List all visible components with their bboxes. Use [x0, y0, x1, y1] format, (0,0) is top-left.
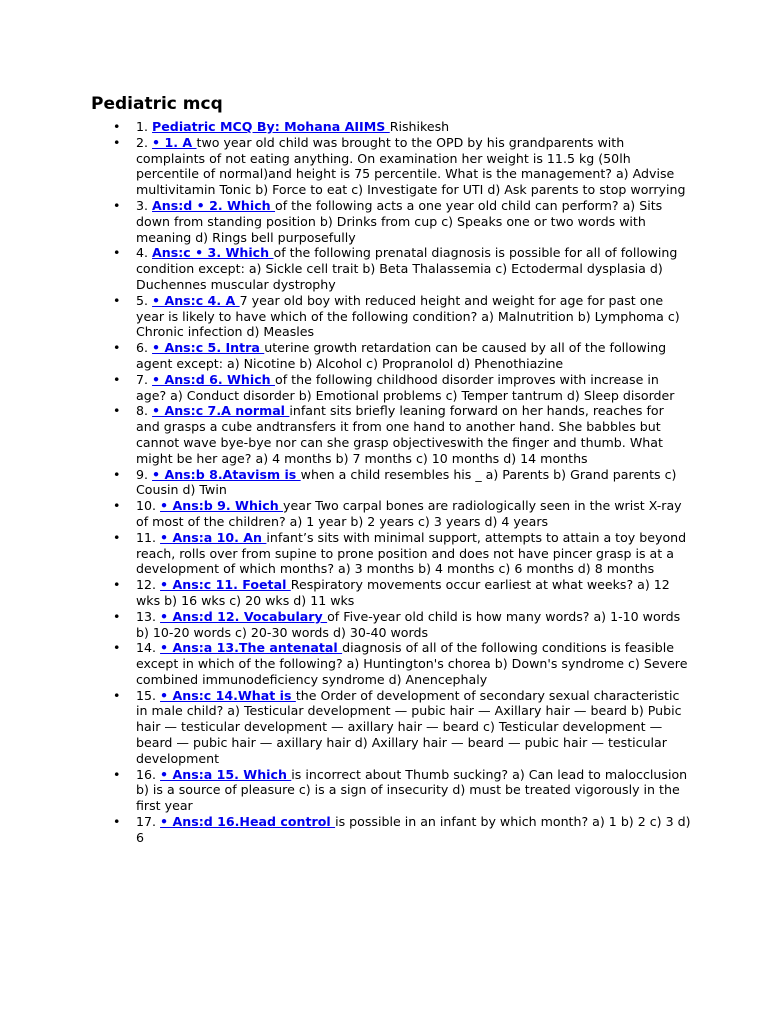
- item-link[interactable]: • Ans:a 13.The antenatal: [160, 640, 343, 656]
- bullet-icon: •: [113, 766, 121, 782]
- item-link[interactable]: • Ans:d 12. Vocabulary: [160, 608, 328, 624]
- list-item: [91, 688, 691, 767]
- item-link[interactable]: • Ans:c 11. Foetal: [160, 577, 291, 593]
- list-item: [91, 403, 691, 466]
- item-number: 2.: [136, 134, 153, 150]
- item-link[interactable]: • Ans:a 10. An: [160, 529, 267, 545]
- list-item: [91, 767, 691, 814]
- bullet-icon: •: [113, 340, 121, 356]
- list-item: [91, 340, 691, 372]
- bullet-icon: •: [113, 529, 121, 545]
- item-link[interactable]: • Ans:d 16.Head control: [160, 814, 336, 830]
- item-text: when a child resembles his _ a) Parents b) Grand parents c) Cousin d) Twin: [136, 466, 677, 498]
- bullet-icon: •: [113, 371, 121, 387]
- item-text: of the following childhood disorder improves with increase in age? a) Conduct disorder b) Emotional problems c) Temper tantrum d) Sleep disorder: [136, 371, 675, 403]
- item-number: 13.: [136, 608, 161, 624]
- item-link[interactable]: • Ans:a 15. Which: [160, 766, 292, 782]
- bullet-icon: •: [113, 608, 121, 624]
- list-item: [91, 372, 691, 404]
- bullet-icon: •: [113, 119, 121, 134]
- item-number: 11.: [136, 529, 161, 545]
- bullet-icon: •: [113, 245, 121, 261]
- item-text: infant sits briefly leaning forward on her hands, reaches for and grasps a cube andtransfers it from one hand to another hand. She babbles but cannot wave bye-bye nor can she grasp objectiveswith the finger and thumb. What might be her age? a) 4 months b) 7 months c) 10 months d) 14 months: [136, 403, 664, 466]
- bullet-icon: •: [113, 403, 121, 419]
- list-item: [91, 609, 691, 641]
- item-text: is incorrect about Thumb sucking? a) Can lead to malocclusion b) is a source of pleasure c) is a sign of insecurity d) must be treated vigorously in the first year: [136, 766, 688, 814]
- item-text: 7 year old boy with reduced height and weight for age for past one year is likely to have which of the following condition? a) Malnutrition b) Lymphoma c) Chronic infection d) Measles: [136, 292, 680, 340]
- item-link[interactable]: Ans:c • 3. Which: [152, 245, 274, 261]
- bullet-icon: •: [113, 498, 121, 514]
- bullet-icon: •: [113, 687, 121, 703]
- bullet-icon: •: [113, 134, 121, 150]
- list-item: [91, 577, 691, 609]
- list-item: [91, 119, 691, 135]
- item-number: 17.: [136, 814, 161, 830]
- list-item: [91, 467, 691, 499]
- bullet-icon: •: [113, 466, 121, 482]
- list-item: [91, 245, 691, 292]
- item-number: 6.: [136, 340, 153, 356]
- bullet-icon: •: [113, 197, 121, 213]
- item-text: uterine growth retardation can be caused by all of the following agent except: a) Nicotine b) Alcohol c) Propranolol d) Phenothiazine: [136, 340, 667, 371]
- item-number: 9.: [136, 466, 153, 482]
- item-link[interactable]: Pediatric MCQ By: Mohana AIIMS: [152, 119, 390, 134]
- item-text: of Five-year old child is how many words? a) 1-10 words b) 10-20 words c) 20-30 words d) 30-40 words: [136, 608, 681, 640]
- item-link[interactable]: • Ans:c 14.What is: [160, 687, 296, 703]
- bullet-icon: •: [113, 292, 121, 308]
- item-text: Rishikesh: [389, 119, 450, 134]
- item-number: 3.: [136, 197, 153, 213]
- item-link[interactable]: • Ans:c 5. Intra: [152, 340, 265, 356]
- list-item: [91, 198, 691, 245]
- item-text: year Two carpal bones are radiologically seen in the wrist X-ray of most of the children? a) 1 year b) 2 years c) 3 years d) 4 years: [136, 498, 682, 529]
- list-item: [91, 640, 691, 687]
- item-link[interactable]: • Ans:d 6. Which: [152, 371, 276, 387]
- item-text: the Order of development of secondary sexual characteristic in male child? a) Testicular development — pubic hair — Axillary hair — beard b) Pubic hair — testicular development — axillary hair — beard c) Testicular development — beard — pubic hair — axillary hair d) Axillary hair — beard — pubic hair — testicular development: [136, 687, 682, 766]
- item-number: 15.: [136, 687, 161, 703]
- bullet-icon: •: [113, 577, 121, 593]
- item-text: two year old child was brought to the OPD by his grandparents with complaints of not eating anything. On examination her weight is 11.5 kg (50lh percentile of normal)and height is 75 percentile. What is the management? a) Advise multivitamin Tonic b) Force to eat c) Investigate for UTI d) Ask parents to stop worrying: [136, 134, 686, 198]
- item-number: 8.: [136, 403, 153, 419]
- item-link[interactable]: • 1. A: [152, 134, 197, 150]
- item-text: is possible in an infant by which month? a) 1 b) 2 c) 3 d) 6: [136, 814, 691, 845]
- item-number: 16.: [136, 766, 161, 782]
- item-link[interactable]: • Ans:c 4. A: [152, 292, 240, 308]
- question-list: [91, 119, 691, 846]
- item-number: 4.: [136, 245, 153, 261]
- page-title: Pediatric mcq: [91, 94, 223, 114]
- item-text: of the following prenatal diagnosis is possible for all of following condition except: a) Sickle cell trait b) Beta Thalassemia c) Ectodermal dysplasia d) Duchennes muscular dystrophy: [136, 245, 678, 292]
- list-item: [91, 814, 691, 846]
- item-link[interactable]: Ans:d • 2. Which: [152, 197, 276, 213]
- list-item: [91, 498, 691, 530]
- bullet-icon: •: [113, 640, 121, 656]
- list-item: [91, 530, 691, 577]
- item-text: diagnosis of all of the following conditions is feasible except in which of the following? a) Huntington's chorea b) Down's syndrome c) Severe combined immunodeficiency syndrome d) Anencephaly: [136, 640, 688, 687]
- list-item: [91, 293, 691, 340]
- document-page: [91, 93, 691, 846]
- item-link[interactable]: • Ans:b 9. Which: [160, 498, 284, 514]
- bullet-icon: •: [113, 814, 121, 830]
- item-number: 5.: [136, 292, 153, 308]
- item-link[interactable]: • Ans:c 7.A normal: [152, 403, 290, 419]
- item-number: 12.: [136, 577, 161, 593]
- item-number: 1.: [136, 119, 153, 134]
- item-text: infant’s sits with minimal support, attempts to attain a toy beyond reach, rolls over from supine to prone position and does not have pincer grasp is at a development of which months? a) 3 months b) 4 months c) 6 months d) 8 months: [136, 529, 687, 577]
- list-item: [91, 135, 691, 198]
- item-text: Respiratory movements occur earliest at what weeks? a) 12 wks b) 16 wks c) 20 wks d) 11 wks: [136, 577, 670, 608]
- item-text: of the following acts a one year old child can perform? a) Sits down from standing position b) Drinks from cup c) Speaks one or two words with meaning d) Rings bell purposefully: [136, 197, 663, 245]
- item-number: 7.: [136, 371, 153, 387]
- item-number: 14.: [136, 640, 161, 656]
- item-number: 10.: [136, 498, 161, 514]
- item-link[interactable]: • Ans:b 8.Atavism is: [152, 466, 301, 482]
